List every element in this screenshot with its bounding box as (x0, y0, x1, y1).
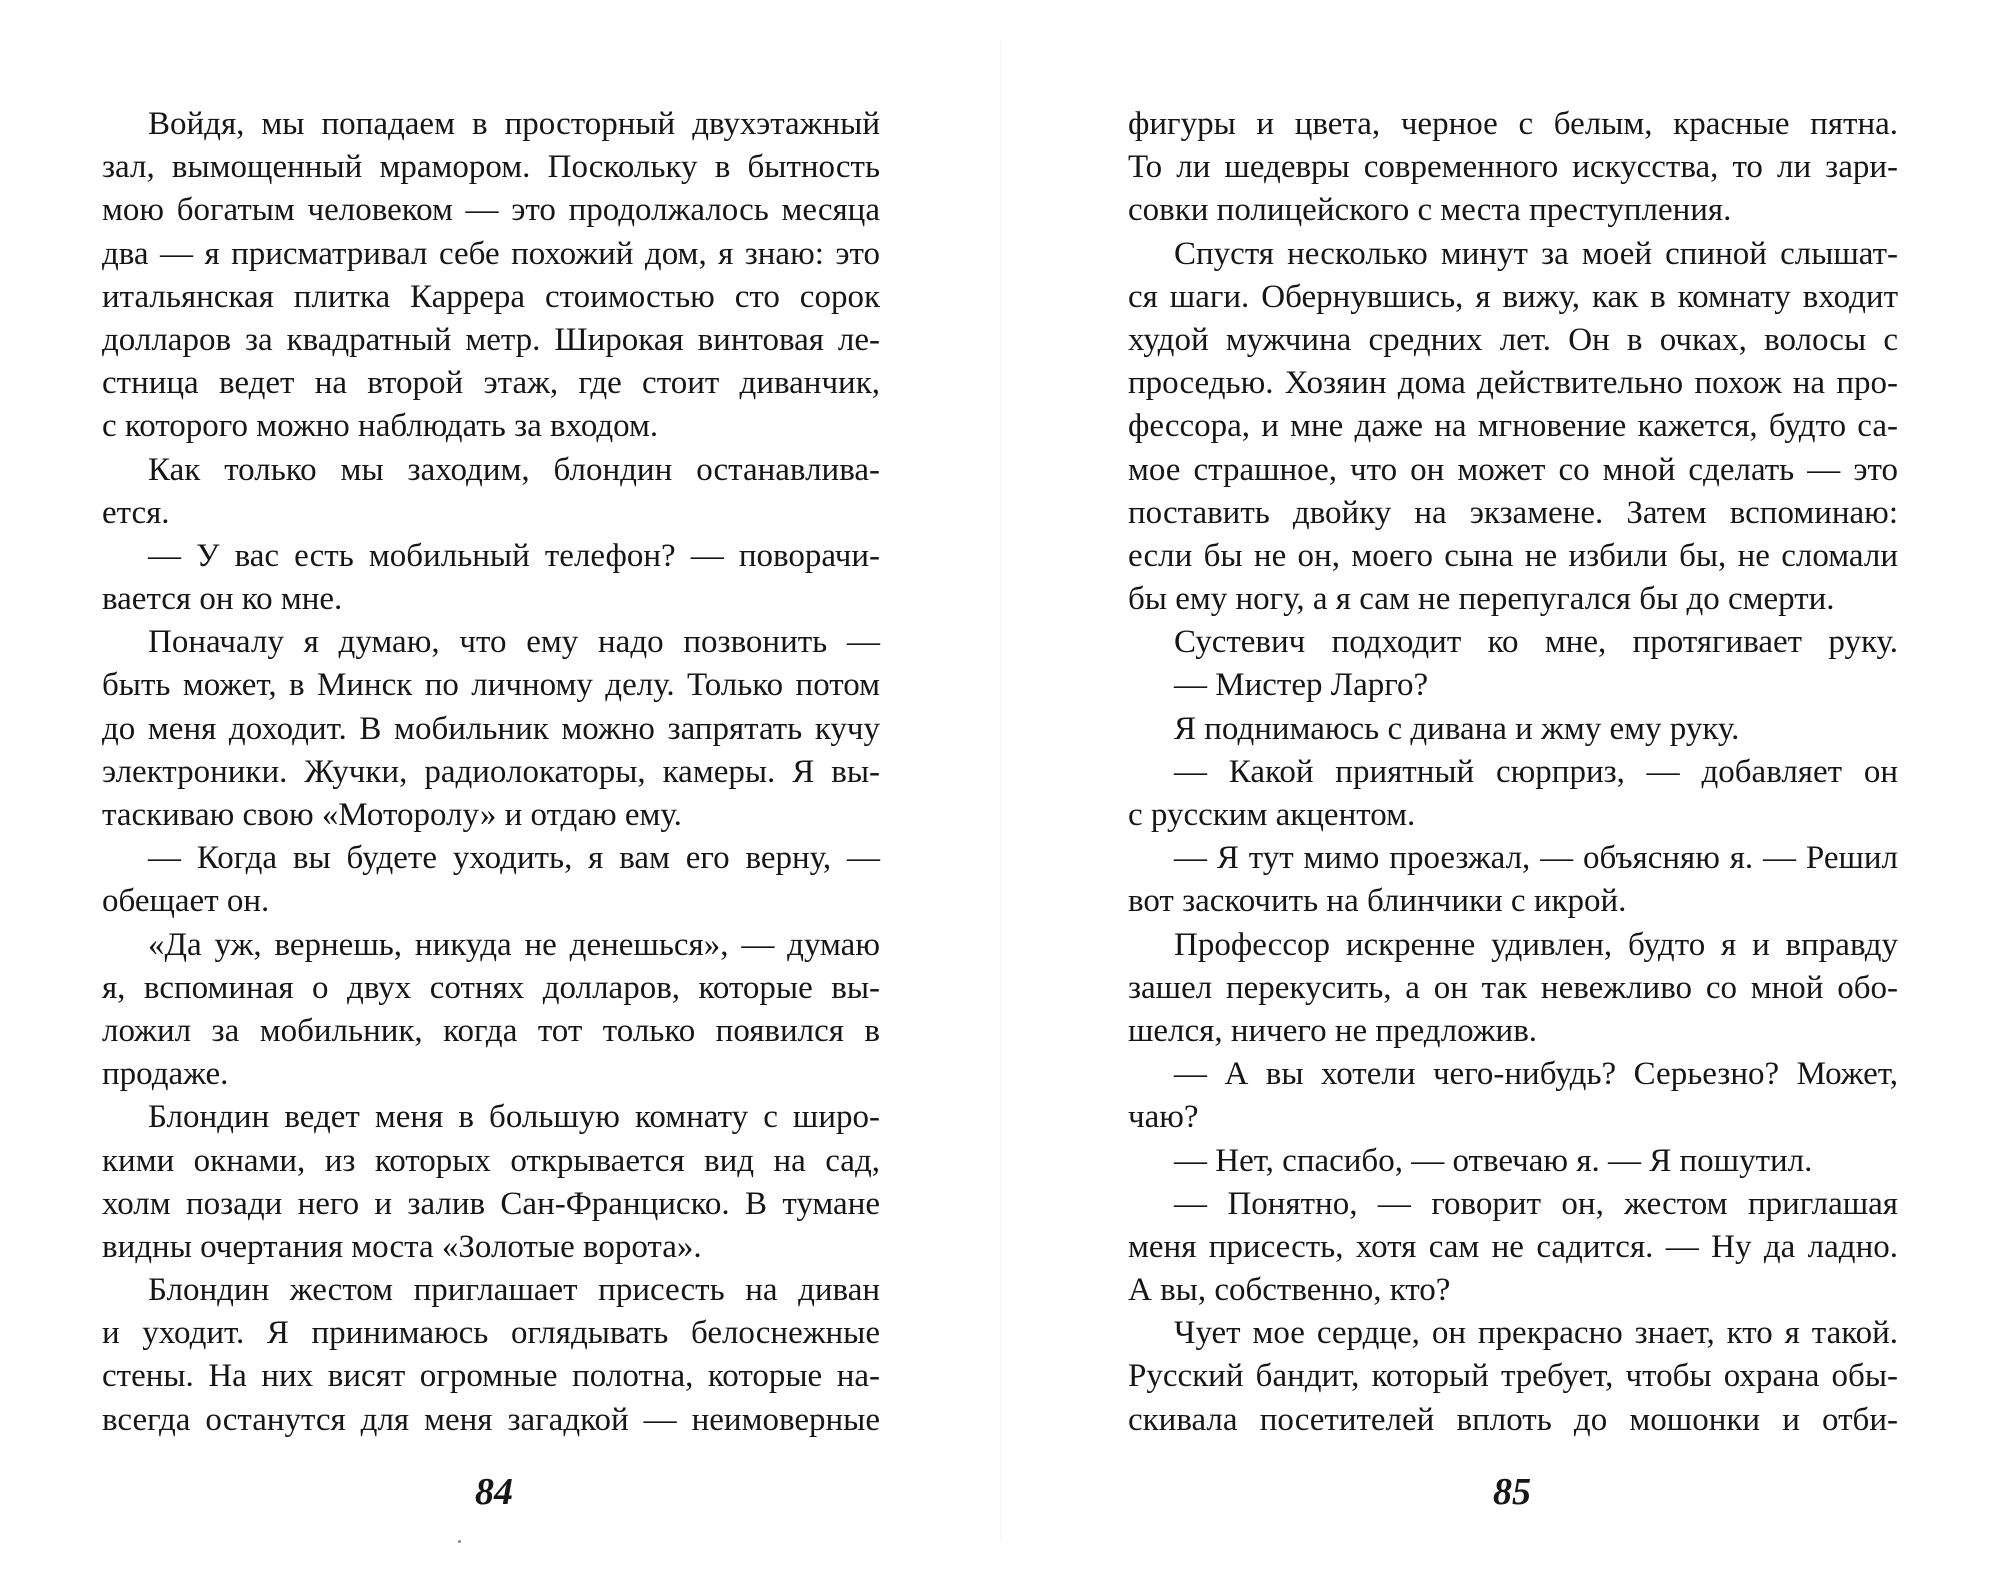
text-line: скивала посетителей вплоть до мошонки и отби- (1128, 1401, 1898, 1438)
text-line: таскиваю свою «Моторолу» и отдаю ему. (102, 797, 682, 833)
text-line: Профессор искренне удивлен, будто я и вправду (1174, 926, 1898, 963)
text-line: Чует мое сердце, он прекрасно знает, кто я такой. (1174, 1315, 1898, 1352)
text-line: Блондин жестом приглашает присесть на диван (148, 1272, 880, 1309)
text-line: шелся, ничего не предложив. (1128, 1012, 1538, 1049)
text-line: до меня доходит. В мобильник можно запрятать кучу (102, 710, 880, 747)
text-line: видны очертания моста «Золотые ворота». (102, 1228, 702, 1265)
text-line: — Мистер Ларго? (1174, 667, 1429, 704)
text-line: Спустя несколько минут за моей спиной слышат- (1174, 235, 1898, 272)
print-speck (458, 1540, 461, 1543)
text-line: я, вспоминая о двух сотнях долларов, которые вы- (102, 969, 880, 1006)
text-line: два — я присматривал себе похожий дом, я знаю: это (102, 235, 880, 272)
left-page-text (102, 103, 880, 1442)
text-line: То ли шедевры современного искусства, то ли зари- (1128, 149, 1898, 186)
text-line: — Понятно, — говорит он, жестом приглашая (1174, 1185, 1898, 1222)
text-line: обещает он. (102, 883, 270, 920)
text-line: — Я тут мимо проезжал, — объясняю я. — Решил (1174, 840, 1898, 877)
text-line: фигуры и цвета, черное с белым, красные пятна. (1128, 106, 1898, 142)
text-line: совки полицейского с места преступления. (1128, 192, 1732, 229)
text-line: кими окнами, из которых открывается вид на сад, (102, 1142, 880, 1179)
text-line: холм позади него и залив Сан-Франциско. В тумане (102, 1185, 880, 1222)
text-line: быть может, в Минск по личному делу. Только потом (102, 667, 880, 704)
text-line: «Да уж, вернешь, никуда не денешься», — думаю (148, 926, 880, 963)
text-line: поставить двойку на экзамене. Затем вспоминаю: (1128, 494, 1898, 531)
text-line: чаю? (1128, 1099, 1199, 1136)
text-line: ложил за мобильник, когда тот только появился в (102, 1012, 880, 1049)
text-line: и уходит. Я принимаюсь оглядывать белоснежные (102, 1315, 880, 1352)
text-line: продаже. (102, 1056, 229, 1093)
text-line: проседью. Хозяин дома действительно похож на про- (1128, 365, 1898, 402)
text-line: стены. На них висят огромные полотна, которые на- (102, 1358, 880, 1395)
text-line: фессора, и мне даже на мгновение кажется, будто са- (1128, 408, 1898, 445)
text-line: долларов за квадратный метр. Широкая винтовая ле- (102, 321, 880, 358)
page-number-right: 85 (1493, 1471, 1531, 1513)
text-line: ется. (102, 494, 170, 531)
text-line: Я поднимаюсь с дивана и жму ему руку. (1174, 710, 1740, 747)
text-line: Русский бандит, который требует, чтобы охрана обы- (1128, 1358, 1898, 1395)
text-line: Поначалу я думаю, что ему надо позвонить — (148, 624, 880, 661)
text-line: худой мужчина средних лет. Он в очках, волосы с (1128, 321, 1898, 358)
text-line: мое страшное, что он может со мной сделать — это (1128, 451, 1898, 488)
text-line: если бы не он, моего сына не избили бы, не сломали (1128, 537, 1898, 574)
text-line: бы ему ногу, а я сам не перепугался бы до смерти. (1128, 581, 1835, 618)
text-line: электроники. Жучки, радиолокаторы, камеры. Я вы- (102, 753, 880, 790)
text-line: — Нет, спасибо, — отвечаю я. — Я пошутил. (1174, 1142, 1813, 1179)
text-line: Сустевич подходит ко мне, протягивает руку. (1174, 624, 1898, 661)
text-line: меня присесть, хотя сам не садится. — Ну да ладно. (1128, 1228, 1898, 1265)
text-line: ся шаги. Обернувшись, я вижу, как в комнату входит (1128, 278, 1898, 315)
text-line: с русским акцентом. (1128, 797, 1416, 833)
text-line: Войдя, мы попадаем в просторный двухэтажный (148, 106, 880, 142)
text-line: — Когда вы будете уходить, я вам его верну, — (148, 840, 880, 877)
text-line: всегда останутся для меня загадкой — неимоверные (102, 1401, 880, 1438)
text-line: Как только мы заходим, блондин останавлива- (148, 451, 880, 488)
text-line: стница ведет на второй этаж, где стоит диванчик, (102, 365, 880, 402)
page-gutter (1000, 40, 1002, 1540)
text-line: — Какой приятный сюрприз, — добавляет он (1174, 753, 1898, 790)
text-line: А вы, собственно, кто? (1128, 1272, 1451, 1309)
page-number-left: 84 (475, 1471, 513, 1513)
right-page-text (1128, 103, 1898, 1442)
text-line: с которого можно наблюдать за входом. (102, 408, 659, 445)
text-line: Блондин ведет меня в большую комнату с широ- (148, 1099, 880, 1136)
text-line: вот заскочить на блинчики с икрой. (1128, 883, 1627, 920)
text-line: мою богатым человеком — это продолжалось месяца (102, 192, 880, 229)
text-line: — А вы хотели чего-нибудь? Серьезно? Может, (1174, 1056, 1898, 1093)
text-line: зашел перекусить, а он так невежливо со мной обо- (1128, 969, 1898, 1006)
text-line: вается он ко мне. (102, 581, 343, 618)
text-line: зал, вымощенный мрамором. Поскольку в бытность (102, 149, 880, 186)
text-line: итальянская плитка Каррера стоимостью сто сорок (102, 278, 880, 315)
text-line: — У вас есть мобильный телефон? — поворачи- (148, 537, 880, 574)
